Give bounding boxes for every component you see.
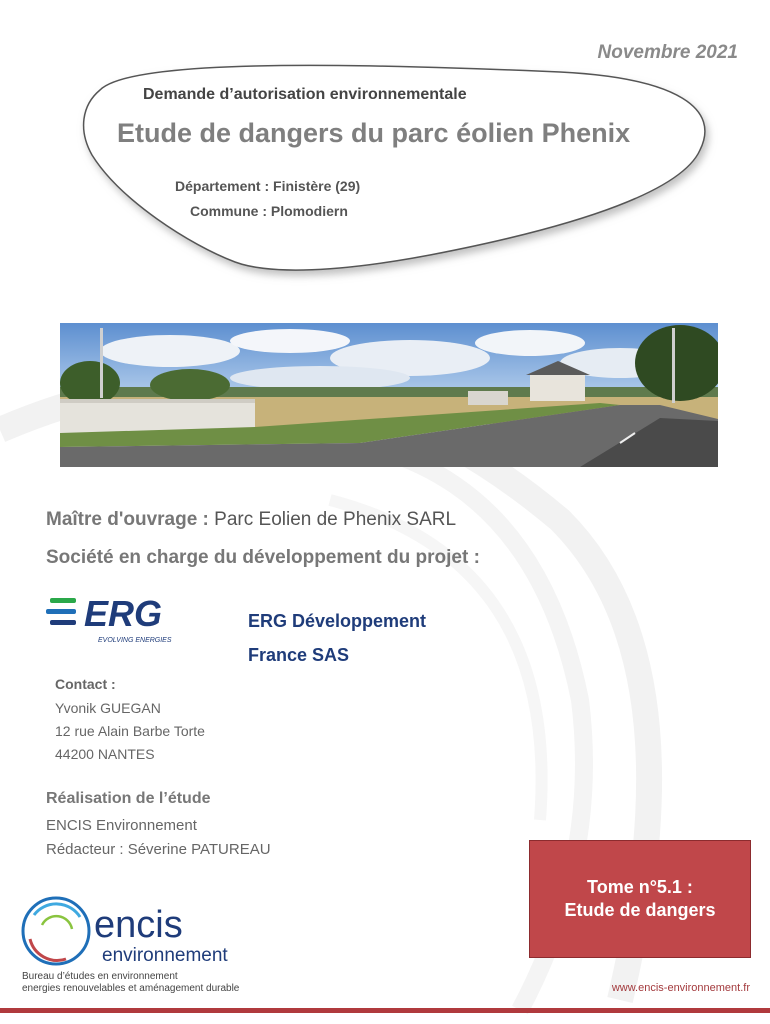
- encis-tagline-line1: Bureau d’études en environnement: [22, 971, 178, 982]
- encis-logo-word: encis: [94, 904, 183, 946]
- document-title: Etude de dangers du parc éolien Phenix: [117, 118, 631, 148]
- tome-title: Etude de dangers: [564, 900, 716, 920]
- footer-bar: [0, 1008, 770, 1013]
- tome-number: Tome n°5.1 :: [587, 877, 693, 897]
- encis-logo-subword: environnement: [102, 945, 228, 966]
- encis-logo: [20, 895, 250, 970]
- document-date: Novembre 2021: [597, 42, 738, 63]
- landscape-photo: [60, 323, 718, 467]
- project-owner-value: Parc Eolien de Phenix SARL: [214, 509, 457, 530]
- erg-logo-tagline: EVOLVING ENERGIES: [98, 637, 172, 644]
- developer-name-line1: ERG Développement: [248, 611, 427, 631]
- contact-name: Yvonik GUEGAN: [55, 700, 161, 716]
- developer-name: [248, 604, 426, 672]
- encis-tagline: [22, 971, 239, 995]
- realisation-heading: Réalisation de l’étude: [46, 790, 211, 807]
- document-subtitle: Demande d’autorisation environnementale: [143, 86, 467, 103]
- contact-city: 44200 NANTES: [55, 746, 155, 762]
- erg-logo: [46, 590, 206, 650]
- project-owner: [46, 509, 456, 531]
- realisation-company: ENCIS Environnement: [46, 817, 197, 834]
- contact-street: 12 rue Alain Barbe Torte: [55, 723, 205, 739]
- erg-logo-text: ERG: [84, 593, 163, 634]
- department-line: Département : Finistère (29): [175, 178, 361, 194]
- contact-label: Contact :: [55, 676, 116, 692]
- website-link[interactable]: www.encis-environnement.fr: [611, 982, 750, 994]
- developer-heading: Société en charge du développement du projet :: [46, 547, 480, 568]
- commune-line: Commune : Plomodiern: [190, 203, 348, 219]
- encis-tagline-line2: energies renouvelables et aménagement durable: [22, 983, 240, 994]
- project-owner-label: Maître d'ouvrage :: [46, 509, 209, 530]
- realisation-author: Rédacteur : Séverine PATUREAU: [46, 841, 271, 858]
- title-bubble: [0, 0, 770, 300]
- developer-name-line2: France SAS: [248, 645, 350, 665]
- tome-box: [529, 840, 751, 958]
